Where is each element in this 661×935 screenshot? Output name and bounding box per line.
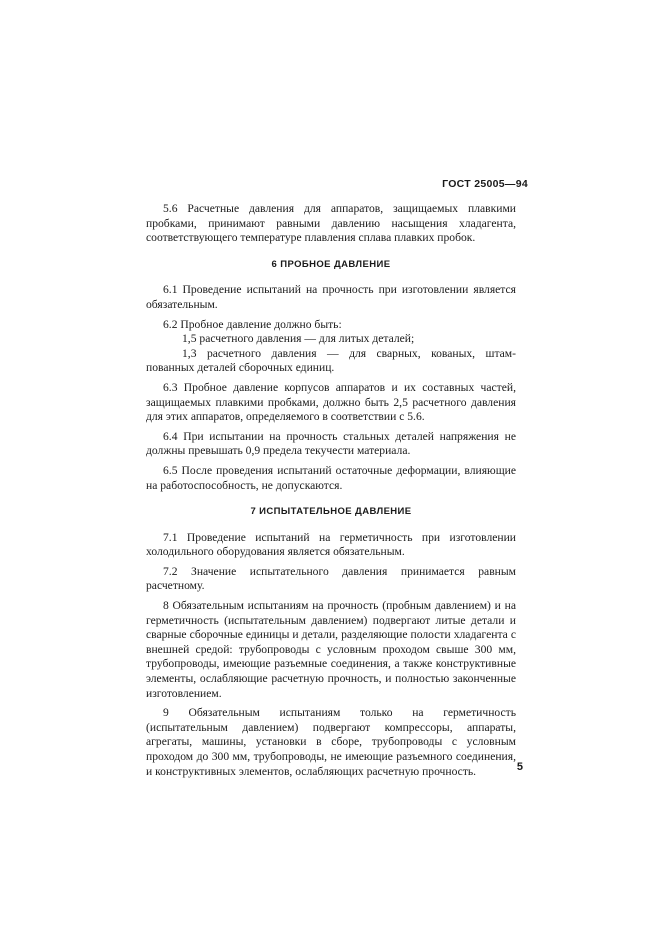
- paragraph-8: 8 Обязательным испытаниям на прочность (пробным давлением) и на герметичность (испытательным давлением) подвергают литые детали и сварные сборочные единицы и детали, разделяющие полости хладагента с внешней средой: трубопроводы с условным проходом свыше 300 мм, трубопроводы, имеющие разъемные соединения, а также конструктивные элементы, ослабляющие расчетную прочность, и полностью законченные изготовлением.: [146, 599, 516, 700]
- document-body: [146, 202, 516, 784]
- paragraph-9: 9 Обязательным испытаниям только на герметичность (испытательным давлением) подвергают компрессоры, аппараты, агрегаты, машины, установки в сборе, трубопроводы с условным проходом до 300 мм, трубопроводы, не имеющие разъемного соединения, и конструктивных элементов, ослабляющих расчетную прочность.: [146, 706, 516, 778]
- paragraph-7-1: 7.1 Проведение испытаний на герметичность при изготовлении холодильного оборудования является обязательным.: [146, 530, 516, 559]
- paragraph-6-3: 6.3 Пробное давление корпусов аппаратов и их составных частей, защищаемых плавкими пробками, должно быть 2,5 расчетного давления для этих аппаратов, определяемого в соответствии с 5.6.: [146, 380, 516, 424]
- section-7-heading: 7 ИСПЫТАТЕЛЬНОЕ ДАВЛЕНИЕ: [250, 506, 412, 518]
- page-number: 5: [516, 761, 523, 773]
- paragraph-6-2-item-2: 1,3 расчетного давления — для сварных, кованых, штам-: [182, 346, 516, 360]
- paragraph-6-5: 6.5 После проведения испытаний остаточные деформации, влияющие на работоспособность, не допускаются.: [146, 463, 516, 492]
- paragraph-6-4: 6.4 При испытании на прочность стальных деталей напряжения не должны превышать 0,9 предела текучести материала.: [146, 429, 516, 458]
- document-code: ГОСТ 25005—94: [442, 178, 528, 190]
- section-6-heading: 6 ПРОБНОЕ ДАВЛЕНИЕ: [271, 258, 391, 270]
- paragraph-6-2-item-1: 1,5 расчетного давления — для литых деталей;: [182, 332, 415, 346]
- paragraph-6-1: 6.1 Проведение испытаний на прочность при изготовлении является обязательным.: [146, 283, 516, 311]
- paragraph-6-2-item-2-cont: пованных деталей сборочных единиц.: [146, 361, 335, 375]
- paragraph-6-2-intro: 6.2 Пробное давление должно быть:: [163, 317, 342, 331]
- paragraph-5-6: 5.6 Расчетные давления для аппаратов, защищаемых плавкими пробками, принимают равными давлению насыщения хладагента, соответствующего температуре плавления сплава плавких пробок.: [146, 202, 516, 245]
- paragraph-7-2: 7.2 Значение испытательного давления принимается равным расчетному.: [146, 564, 516, 593]
